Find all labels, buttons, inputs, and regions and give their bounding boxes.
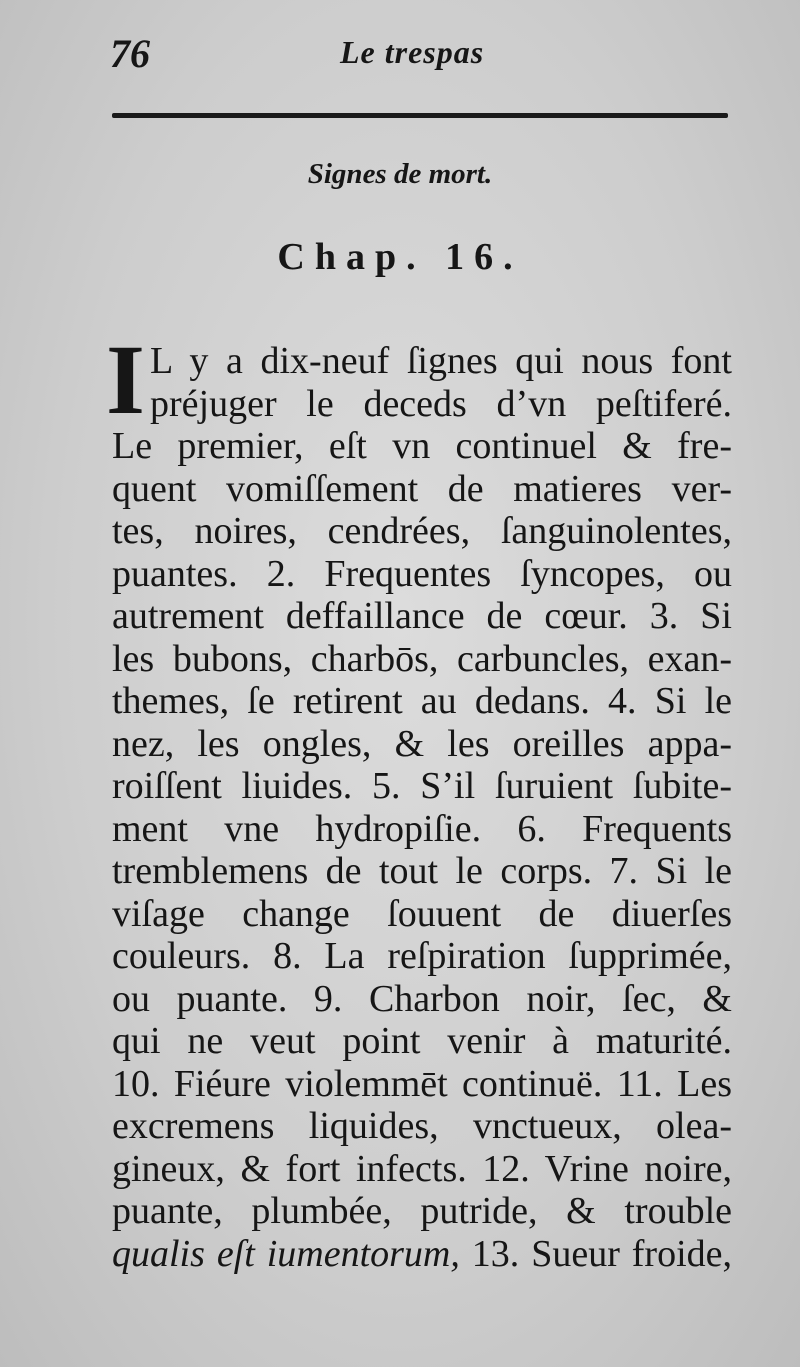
header-rule: [112, 113, 728, 118]
text-line: puantes. 2. Frequentes ſyncopes, ou: [112, 552, 732, 595]
page-header: [110, 30, 730, 90]
section-title: Signes de mort.: [307, 158, 493, 190]
body-text: [106, 324, 732, 1275]
text-line: préjuger le deceds d’vn peſtiferé.: [150, 382, 732, 425]
text-line: quent vomiſſement de matieres ver-: [112, 467, 732, 510]
text-line: ment vne hydropiſie. 6. Frequents: [112, 807, 732, 850]
text-line: gineux, & fort infects. 12. Vrine noire,: [112, 1147, 732, 1190]
text-line: tes, noires, cendrées, ſanguinolentes,: [112, 510, 732, 552]
latin-phrase: qualis eſt iumentorum,: [112, 1232, 460, 1275]
page-number: 76: [110, 31, 150, 76]
text-line: nez, les ongles, & les oreilles appa-: [112, 722, 732, 765]
text-line: themes, ſe retirent au dedans. 4. Si le: [112, 680, 732, 722]
text-line: qui ne veut point venir à maturité.: [112, 1020, 732, 1062]
text-line: L y a dix-neuf ſignes qui nous font: [150, 340, 732, 382]
text-line: tremblemens de tout le corps. 7. Si le: [112, 850, 732, 892]
text-line: viſage change ſouuent de diuerſes: [112, 892, 732, 935]
drop-cap: I: [106, 324, 145, 435]
text-line: les bubons, charbōs, carbuncles, exan-: [112, 637, 732, 680]
text-line: couleurs. 8. La reſpiration ſupprimée,: [112, 935, 732, 977]
text-line: puante, plumbée, putride, & trouble: [112, 1190, 732, 1232]
text-line: Le premier, eſt vn continuel & fre-: [112, 425, 732, 467]
text-line: excremens liquides, vnctueux, olea-: [112, 1105, 732, 1147]
text-line-last: [112, 1233, 732, 1276]
running-head: Le trespas: [340, 34, 485, 70]
text-line: 10. Fiéure violemmēt continuë. 11. Les: [112, 1062, 732, 1105]
chapter-heading: Chap. 16.: [277, 236, 523, 278]
text-line: roiſſent liuides. 5. S’il ſuruient ſubite-: [112, 765, 732, 807]
text-line: autrement deffaillance de cœur. 3. Si: [112, 595, 732, 637]
text-line: ou puante. 9. Charbon noir, ſec, &: [112, 977, 732, 1020]
text-line-tail: 13. Sueur froide,: [471, 1232, 732, 1275]
